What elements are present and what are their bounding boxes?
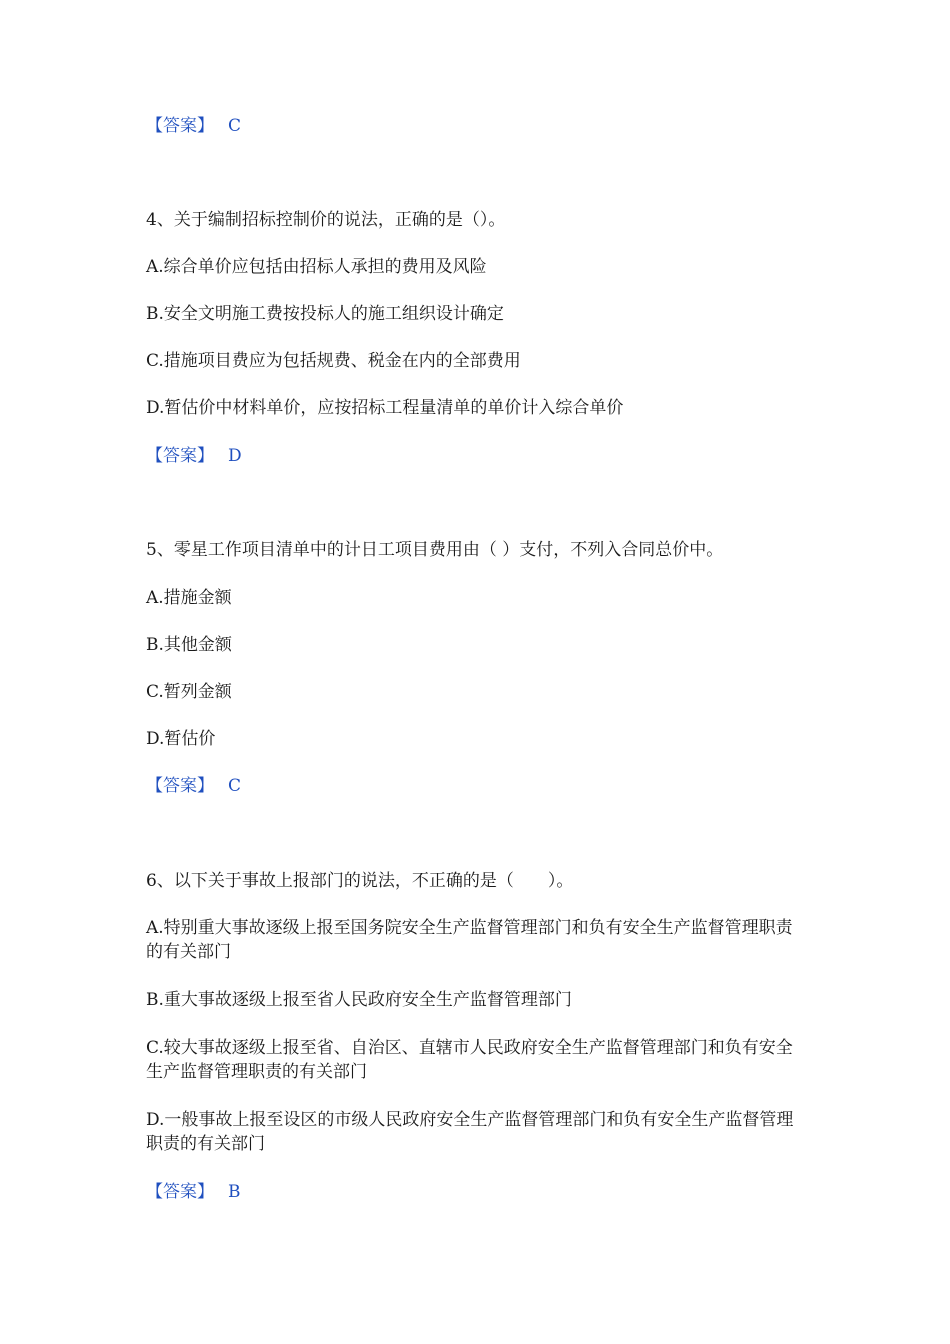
answer-label: 【答案】 xyxy=(146,776,214,796)
q3-answer xyxy=(146,114,241,138)
question-4-option-d: D.暂估价中材料单价，应按招标工程量清单的单价计入综合单价 xyxy=(146,398,624,418)
question-4-option-c: C.措施项目费应为包括规费、税金在内的全部费用 xyxy=(146,351,521,371)
q6-answer xyxy=(146,1180,241,1204)
answer-label: 【答案】 xyxy=(146,116,214,136)
question-5-option-c: C.暂列金额 xyxy=(146,682,232,702)
question-5-stem: 5、零星工作项目清单中的计日工项目费用由（ ）支付，不列入合同总价中。 xyxy=(146,540,724,560)
answer-value: D xyxy=(228,446,242,466)
question-6-stem: 6、以下关于事故上报部门的说法，不正确的是（ ）。 xyxy=(146,871,574,891)
answer-value: C xyxy=(228,116,242,136)
question-6-option-d: D.一般事故上报至设区的市级人民政府安全生产监督管理部门和负有安全生产监督管理职责的有关部门 xyxy=(146,1110,794,1154)
answer-value: C xyxy=(228,776,242,796)
question-6-option-b: B.重大事故逐级上报至省人民政府安全生产监督管理部门 xyxy=(146,990,572,1010)
question-6-option-c: C.较大事故逐级上报至省、自治区、直辖市人民政府安全生产监督管理部门和负有安全生产监督管理职责的有关部门 xyxy=(146,1038,793,1082)
question-5-option-d: D.暂估价 xyxy=(146,729,216,749)
answer-value: B xyxy=(228,1182,241,1202)
question-5-option-b: B.其他金额 xyxy=(146,635,232,655)
answer-label: 【答案】 xyxy=(146,446,214,466)
question-4-stem: 4、关于编制招标控制价的说法，正确的是（）。 xyxy=(146,210,506,230)
question-4-option-a: A.综合单价应包括由招标人承担的费用及风险 xyxy=(146,257,487,277)
q4-answer xyxy=(146,444,242,468)
q5-answer xyxy=(146,774,241,798)
question-6-option-a: A.特别重大事故逐级上报至国务院安全生产监督管理部门和负有安全生产监督管理职责的有关部门 xyxy=(146,918,793,962)
question-5-option-a: A.措施金额 xyxy=(146,588,232,608)
question-4-option-b: B.安全文明施工费按投标人的施工组织设计确定 xyxy=(146,304,504,324)
answer-label: 【答案】 xyxy=(146,1182,214,1202)
